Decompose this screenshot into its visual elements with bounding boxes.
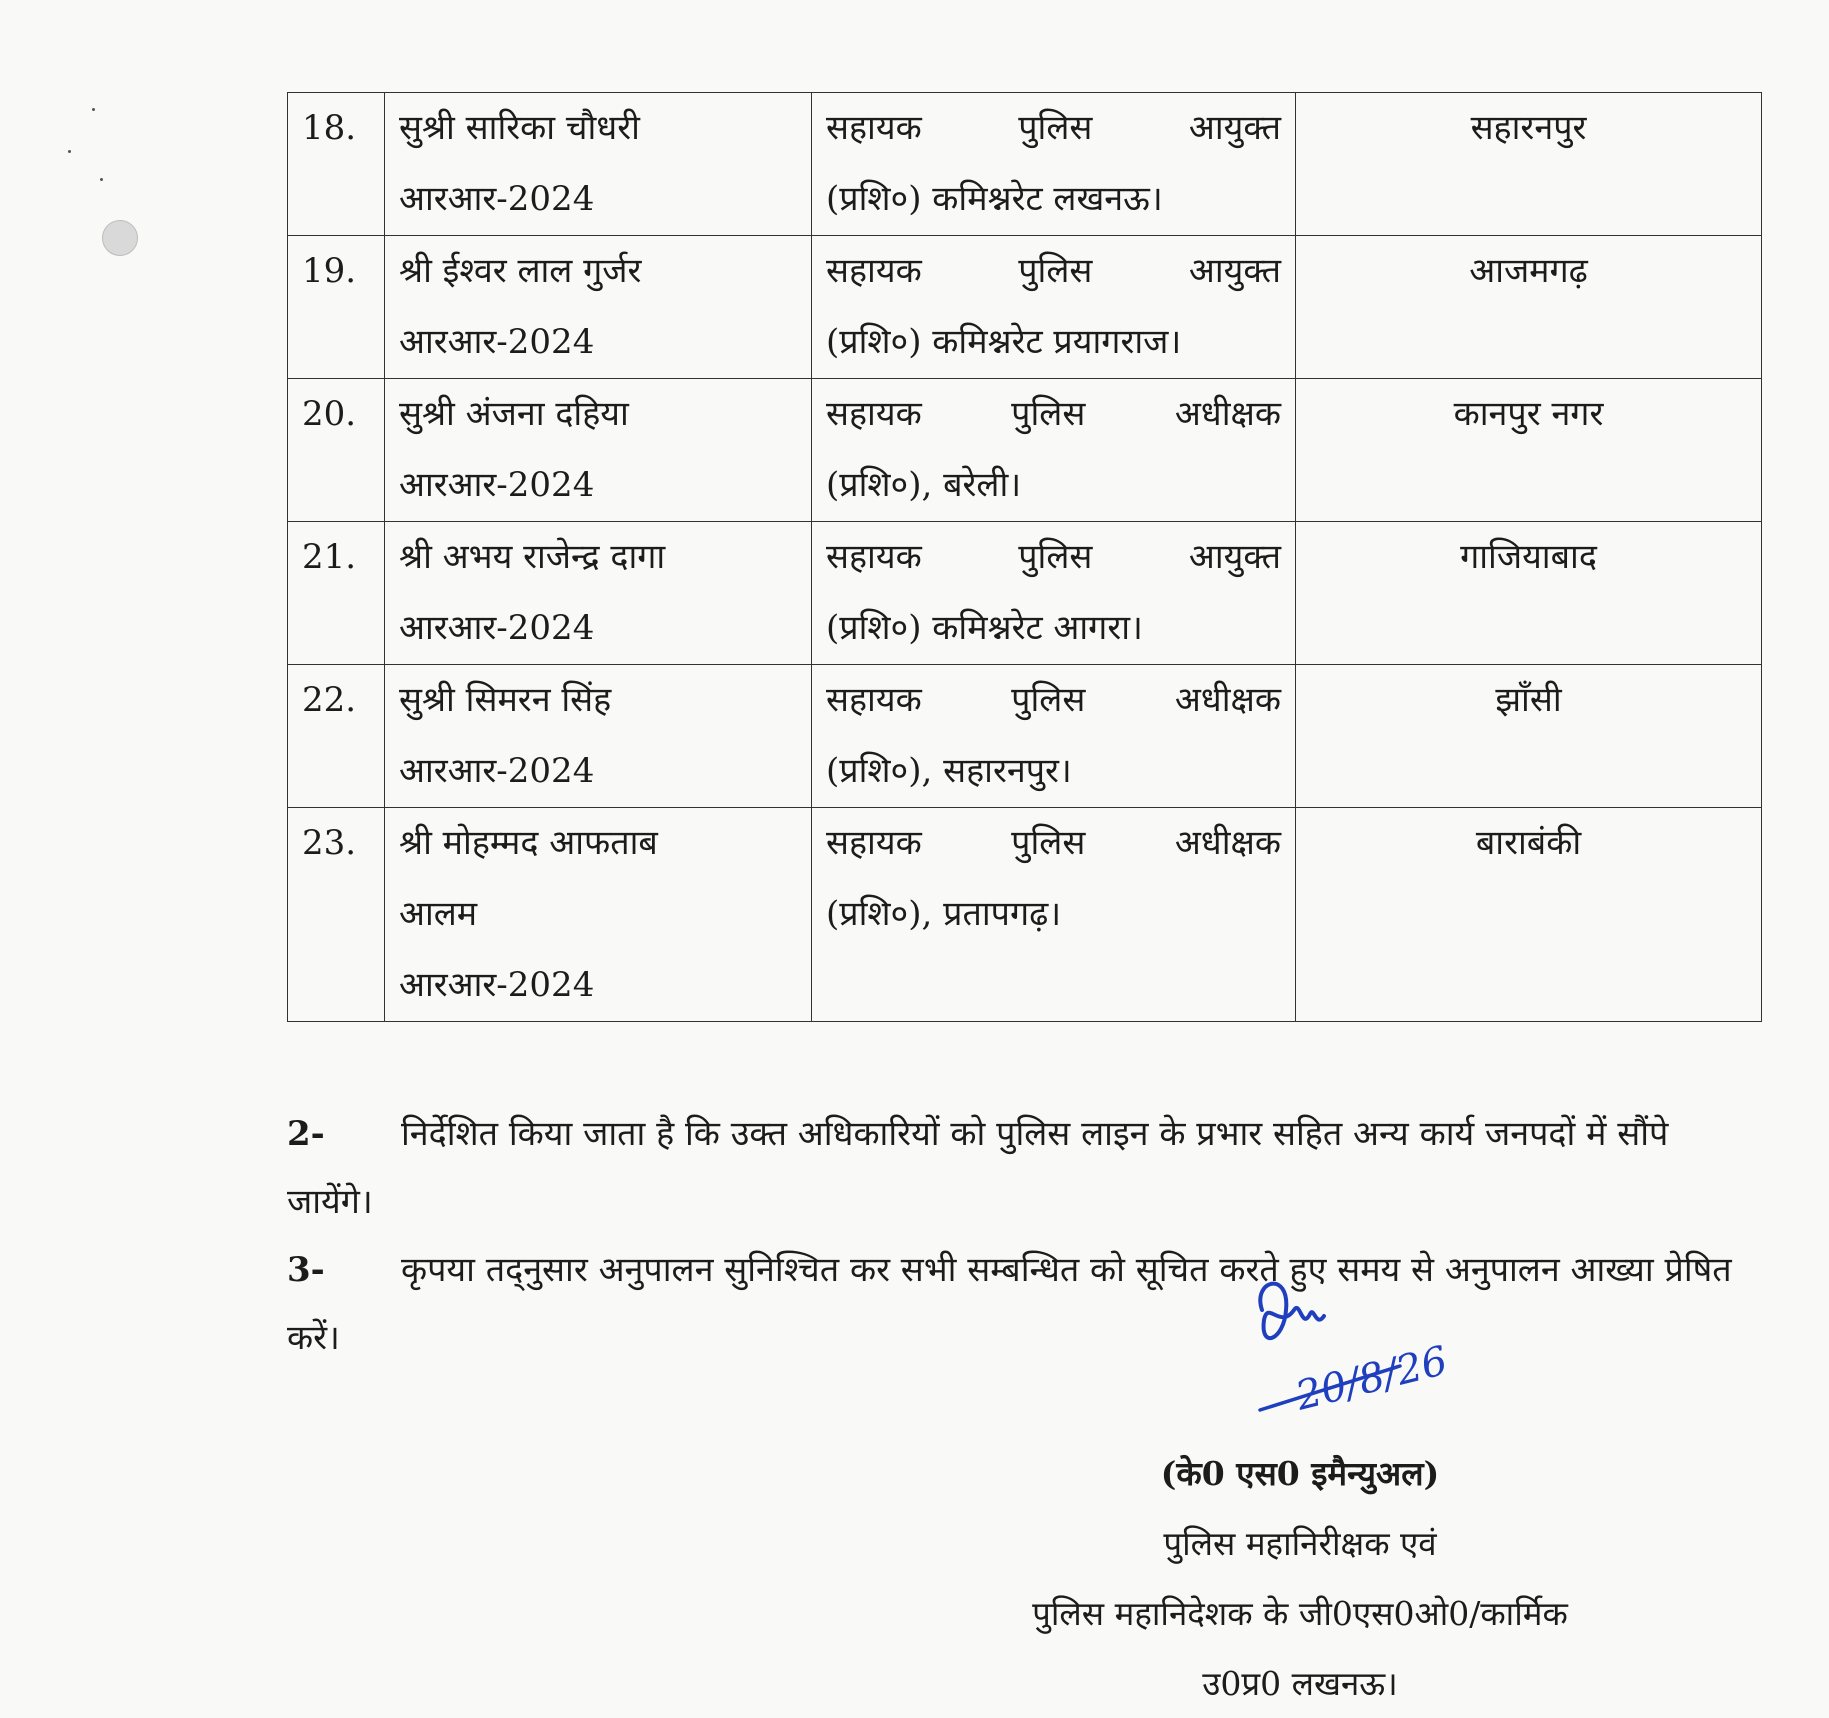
post-word: आयुक्त: [1188, 108, 1281, 148]
officer-name-line: श्री मोहम्मद आफताब: [399, 823, 658, 863]
officer-name-line: आरआर-2024: [399, 179, 595, 219]
post-word: पुलिस: [1011, 680, 1086, 720]
posted-district-cell: बाराबंकी: [1296, 808, 1762, 1022]
officer-name-cell: [385, 665, 812, 808]
paragraph-2: [287, 1100, 1757, 1236]
post-line-2: (प्रशि०) कमिश्नरेट प्रयागराज।: [826, 322, 1182, 362]
posted-district-cell: कानपुर नगर: [1296, 379, 1762, 522]
current-post-cell: [812, 522, 1296, 665]
signatory-designation-1: पुलिस महानिरीक्षक एवं: [1163, 1524, 1437, 1563]
officer-name-line: आरआर-2024: [399, 322, 595, 362]
punch-hole: [102, 220, 138, 256]
post-word: अधीक्षक: [1174, 680, 1281, 720]
officer-name-line: सुश्री सारिका चौधरी: [399, 108, 640, 148]
posted-district-cell: गाजियाबाद: [1296, 522, 1762, 665]
current-post-cell: [812, 379, 1296, 522]
post-word: सहायक: [826, 823, 922, 863]
post-word: पुलिस: [1018, 251, 1093, 291]
post-word: पुलिस: [1011, 394, 1086, 434]
current-post-cell: [812, 236, 1296, 379]
paragraph-text: निर्देशित किया जाता है कि उक्त अधिकारियों को पुलिस लाइन के प्रभार सहित अन्य कार्य जनपदों में सौंपे जायेंगे।: [287, 1114, 1669, 1222]
paragraph-number: 3-: [287, 1250, 325, 1290]
post-line-2: (प्रशि०) कमिश्नरेट लखनऊ।: [826, 179, 1163, 219]
handwritten-signature: [1250, 1270, 1480, 1430]
post-word: सहायक: [826, 680, 922, 720]
officer-name-cell: [385, 379, 812, 522]
table-row: [288, 665, 1762, 808]
post-word: सहायक: [826, 394, 922, 434]
post-line-2: (प्रशि०), प्रतापगढ़।: [826, 894, 1062, 934]
officer-name-cell: [385, 808, 812, 1022]
posted-district-cell: झाँसी: [1296, 665, 1762, 808]
post-line-2: (प्रशि०), सहारनपुर।: [826, 751, 1072, 791]
table-row: [288, 379, 1762, 522]
serial-number-cell: 23.: [288, 808, 385, 1022]
post-line-2: (प्रशि०), बरेली।: [826, 465, 1022, 505]
post-line-1: [826, 93, 1281, 164]
scan-speck: [68, 150, 71, 153]
serial-number-cell: 18.: [288, 93, 385, 236]
post-word: पुलिस: [1018, 108, 1093, 148]
officer-name-cell: [385, 522, 812, 665]
officer-name-cell: [385, 236, 812, 379]
post-word: आयुक्त: [1188, 537, 1281, 577]
table-row: [288, 93, 1762, 236]
serial-number-cell: 20.: [288, 379, 385, 522]
officer-name-line: श्री अभय राजेन्द्र दागा: [399, 537, 666, 577]
serial-number-cell: 21.: [288, 522, 385, 665]
table-row: [288, 522, 1762, 665]
officer-allocation-table: [287, 92, 1762, 1022]
officer-name-line: सुश्री अंजना दहिया: [399, 394, 629, 434]
officer-name-line: आरआर-2024: [399, 751, 595, 791]
signatory-name: (के0 एस0 इमैन्युअल): [1160, 1454, 1440, 1493]
post-line-1: [826, 808, 1281, 879]
officer-name-cell: [385, 93, 812, 236]
scan-speck: [92, 108, 95, 111]
handwritten-date: 20/8/26: [1291, 1337, 1453, 1420]
post-word: आयुक्त: [1188, 251, 1281, 291]
officer-name-line: सुश्री सिमरन सिंह: [399, 680, 612, 720]
scan-speck: [100, 178, 103, 181]
post-line-2: (प्रशि०) कमिश्नरेट आगरा।: [826, 608, 1143, 648]
post-line-1: [826, 665, 1281, 736]
serial-number-cell: 19.: [288, 236, 385, 379]
post-word: पुलिस: [1011, 823, 1086, 863]
officer-name-line: श्री ईश्वर लाल गुर्जर: [399, 251, 642, 291]
post-word: सहायक: [826, 108, 922, 148]
posted-district-cell: सहारनपुर: [1296, 93, 1762, 236]
post-word: अधीक्षक: [1174, 823, 1281, 863]
signatory-designation-2: पुलिस महानिदेशक के जी0एस0ओ0/कार्मिक: [1032, 1594, 1568, 1633]
officer-name-line: आरआर-2024: [399, 608, 595, 648]
post-word: पुलिस: [1018, 537, 1093, 577]
post-word: अधीक्षक: [1174, 394, 1281, 434]
officer-name-line: आलम: [399, 894, 478, 934]
paragraph-text: कृपया तद्नुसार अनुपालन सुनिश्चित कर सभी सम्बन्धित को सूचित करते हुए समय से अनुपालन आख्या प्रेषित करें।: [287, 1250, 1732, 1358]
current-post-cell: [812, 665, 1296, 808]
current-post-cell: [812, 93, 1296, 236]
post-line-1: [826, 236, 1281, 307]
post-line-1: [826, 522, 1281, 593]
officer-name-line: आरआर-2024: [399, 965, 595, 1005]
post-word: सहायक: [826, 537, 922, 577]
current-post-cell: [812, 808, 1296, 1022]
post-word: सहायक: [826, 251, 922, 291]
post-line-1: [826, 379, 1281, 450]
table-row: [288, 808, 1762, 1022]
paragraph-3: [287, 1236, 1757, 1372]
posted-district-cell: आजमगढ़: [1296, 236, 1762, 379]
signatory-office: उ0प्र0 लखनऊ।: [1202, 1664, 1398, 1703]
officer-name-line: आरआर-2024: [399, 465, 595, 505]
table-row: [288, 236, 1762, 379]
paragraph-number: 2-: [287, 1114, 325, 1154]
serial-number-cell: 22.: [288, 665, 385, 808]
